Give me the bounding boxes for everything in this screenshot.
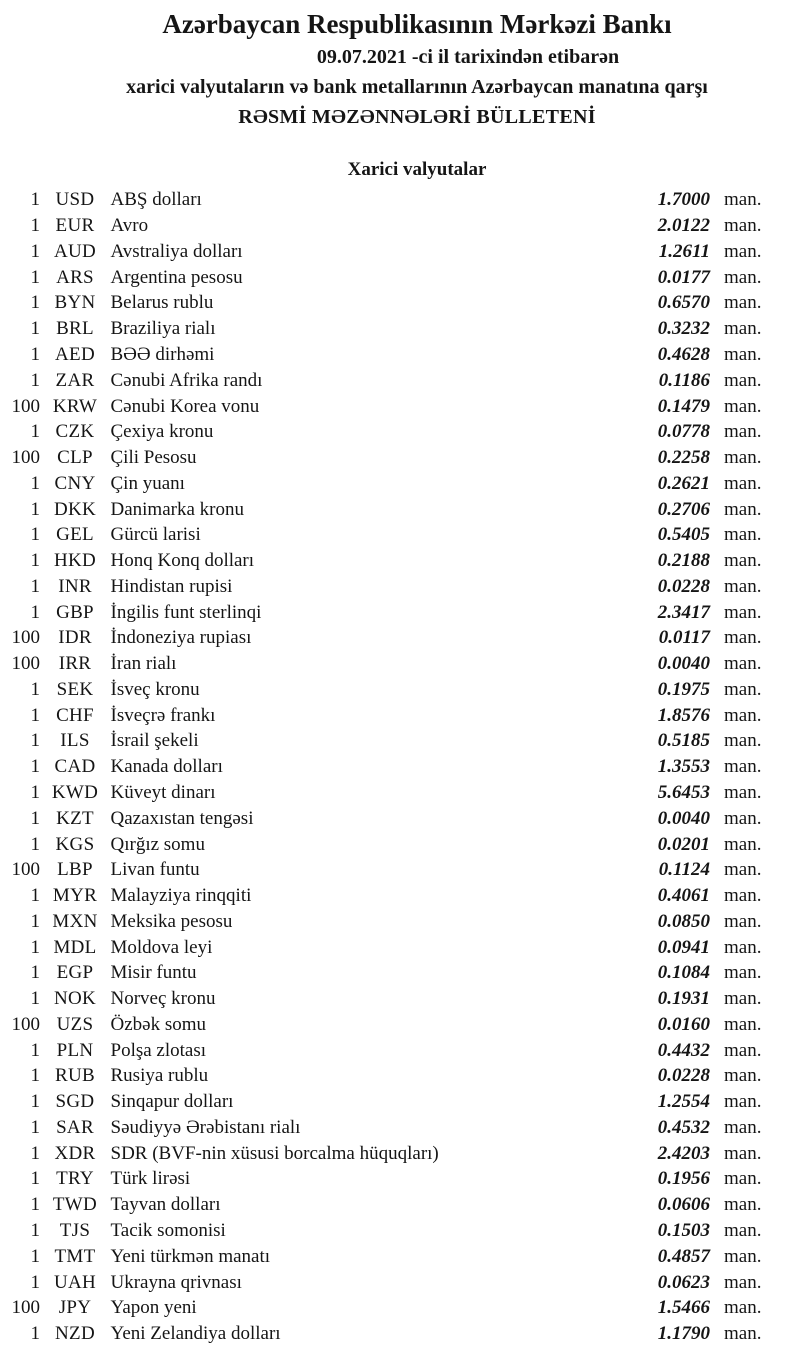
- row-quantity: 1: [30, 678, 40, 700]
- row-currency-code: PLN: [56, 1039, 94, 1061]
- table-row: [0, 1166, 800, 1192]
- row-currency-code: KWD: [51, 781, 99, 803]
- row-rate-value: 0.1124: [658, 859, 710, 881]
- row-currency-code: AED: [55, 343, 95, 365]
- table-row: [0, 857, 800, 883]
- row-unit-label: man.: [724, 1245, 762, 1267]
- effective-date-line: 09.07.2021 -ci il tarixindən etibarən: [316, 46, 620, 68]
- row-currency-name: Ukrayna qrivnası: [110, 1271, 242, 1293]
- row-rate-value: 0.0040: [657, 653, 710, 675]
- row-quantity: 100: [11, 653, 40, 675]
- row-unit-label: man.: [724, 962, 762, 984]
- row-currency-name: Yeni türkmən manatı: [110, 1245, 271, 1267]
- row-rate-value: 0.0117: [658, 627, 710, 649]
- row-rate-value: 0.4628: [657, 343, 710, 365]
- row-quantity: 1: [30, 1323, 40, 1345]
- row-unit-label: man.: [724, 627, 762, 649]
- row-currency-code: DKK: [53, 498, 97, 520]
- table-row: [0, 1115, 800, 1141]
- row-currency-code: BYN: [54, 292, 96, 314]
- row-currency-name: Avstraliya dolları: [110, 240, 243, 262]
- row-unit-label: man.: [724, 189, 762, 211]
- row-unit-label: man.: [724, 859, 762, 881]
- row-rate-value: 0.1084: [657, 962, 710, 984]
- row-currency-name: İndoneziya rupiası: [110, 627, 252, 649]
- row-unit-label: man.: [724, 240, 762, 262]
- row-currency-name: SDR (BVF-nin xüsusi borcalma hüquqları): [110, 1142, 439, 1164]
- table-row: [0, 1089, 800, 1115]
- row-rate-value: 0.1931: [657, 988, 710, 1010]
- row-quantity: 1: [30, 730, 40, 752]
- row-currency-name: Danimarka kronu: [110, 498, 244, 520]
- row-currency-code: SEK: [56, 678, 94, 700]
- row-rate-value: 0.1186: [658, 369, 710, 391]
- row-currency-code: ILS: [60, 730, 90, 752]
- row-currency-code: GEL: [56, 524, 94, 546]
- row-currency-code: CHF: [56, 704, 94, 726]
- row-rate-value: 0.1975: [657, 678, 710, 700]
- row-quantity: 1: [30, 1220, 40, 1241]
- row-rate-value: 0.4061: [657, 885, 710, 907]
- row-currency-code: UZS: [56, 1013, 94, 1035]
- table-row: [0, 805, 800, 831]
- row-currency-name: Türk lirəsi: [110, 1168, 191, 1190]
- row-unit-label: man.: [724, 1116, 762, 1138]
- row-currency-name: Meksika pesosu: [110, 910, 233, 932]
- row-unit-label: man.: [724, 318, 762, 340]
- row-unit-label: man.: [724, 936, 762, 958]
- row-unit-label: man.: [724, 730, 762, 752]
- table-row: [0, 367, 800, 393]
- table-row: [0, 1321, 800, 1347]
- row-unit-label: man.: [724, 421, 762, 443]
- row-currency-name: Tayvan dolları: [110, 1194, 221, 1216]
- row-unit-label: man.: [724, 1142, 762, 1164]
- subject-line: xarici valyutaların və bank metallarının Azərbaycan manatına qarşı: [126, 76, 708, 98]
- row-currency-code: TMT: [54, 1245, 96, 1267]
- row-unit-label: man.: [724, 369, 762, 391]
- row-currency-code: KGS: [55, 833, 95, 855]
- row-rate-value: 0.4432: [657, 1039, 710, 1061]
- row-unit-label: man.: [724, 472, 762, 494]
- row-currency-code: JPY: [58, 1297, 92, 1319]
- row-currency-code: CNY: [54, 472, 96, 494]
- row-quantity: 1: [30, 1116, 40, 1138]
- row-currency-name: Cənubi Afrika randı: [110, 369, 263, 391]
- row-currency-code: NZD: [55, 1323, 95, 1345]
- row-quantity: 1: [30, 550, 40, 572]
- row-unit-label: man.: [724, 575, 762, 597]
- row-unit-label: man.: [724, 1220, 762, 1241]
- row-currency-code: GBP: [56, 601, 94, 623]
- row-rate-value: 5.6453: [657, 781, 710, 803]
- row-quantity: 1: [30, 988, 40, 1010]
- table-row: [0, 1243, 800, 1269]
- table-row: [0, 393, 800, 419]
- table-row: [0, 445, 800, 471]
- row-currency-code: TJS: [59, 1220, 91, 1241]
- table-row: [0, 1218, 800, 1244]
- row-quantity: 1: [30, 1142, 40, 1164]
- table-row: [0, 522, 800, 548]
- row-quantity: 1: [30, 343, 40, 365]
- row-currency-code: SAR: [56, 1116, 94, 1138]
- row-currency-code: BRL: [56, 318, 94, 340]
- row-currency-name: Moldova leyi: [110, 936, 213, 958]
- table-row: [0, 187, 800, 213]
- row-currency-code: ZAR: [55, 369, 95, 391]
- row-currency-code: MXN: [52, 910, 98, 932]
- row-quantity: 1: [30, 498, 40, 520]
- row-quantity: 1: [30, 885, 40, 907]
- row-currency-name: Çili Pesosu: [110, 447, 197, 469]
- row-currency-code: SGD: [55, 1091, 95, 1113]
- row-currency-code: EUR: [55, 215, 95, 237]
- row-currency-name: Norveç kronu: [110, 988, 216, 1010]
- row-rate-value: 0.0778: [657, 421, 710, 443]
- row-currency-code: KRW: [52, 395, 98, 417]
- row-unit-label: man.: [724, 1297, 762, 1319]
- row-rate-value: 0.1956: [657, 1168, 710, 1190]
- row-unit-label: man.: [724, 885, 762, 907]
- row-rate-value: 0.2258: [657, 447, 710, 469]
- row-unit-label: man.: [724, 910, 762, 932]
- table-row: [0, 419, 800, 445]
- row-quantity: 1: [30, 910, 40, 932]
- row-currency-name: Kanada dolları: [110, 756, 223, 778]
- row-unit-label: man.: [724, 988, 762, 1010]
- row-unit-label: man.: [724, 756, 762, 778]
- row-currency-name: BƏƏ dirhəmi: [110, 343, 215, 365]
- row-rate-value: 1.1790: [657, 1323, 710, 1345]
- row-quantity: 1: [30, 189, 40, 211]
- row-currency-name: Rusiya rublu: [110, 1065, 209, 1087]
- table-row: [0, 883, 800, 909]
- table-row: [0, 1269, 800, 1295]
- row-unit-label: man.: [724, 781, 762, 803]
- row-quantity: 1: [30, 781, 40, 803]
- row-quantity: 1: [30, 369, 40, 391]
- row-rate-value: 0.0850: [657, 910, 710, 932]
- table-row: [0, 780, 800, 806]
- row-currency-name: Avro: [110, 215, 149, 237]
- row-currency-code: CZK: [55, 421, 95, 443]
- row-quantity: 1: [30, 1168, 40, 1190]
- row-currency-name: Yapon yeni: [110, 1297, 197, 1319]
- table-row: [0, 470, 800, 496]
- row-rate-value: 2.4203: [657, 1142, 710, 1164]
- row-quantity: 1: [30, 318, 40, 340]
- table-row: [0, 316, 800, 342]
- row-quantity: 100: [11, 859, 40, 881]
- row-currency-name: Polşa zlotası: [110, 1039, 207, 1061]
- row-currency-name: İsveç kronu: [110, 678, 200, 700]
- row-quantity: 1: [30, 421, 40, 443]
- row-rate-value: 0.2621: [657, 472, 710, 494]
- row-currency-code: RUB: [55, 1065, 95, 1087]
- table-row: [0, 264, 800, 290]
- row-currency-code: CLP: [57, 447, 93, 469]
- bulletin-title-line: RƏSMİ MƏZƏNNƏLƏRİ BÜLLETENİ: [238, 106, 596, 128]
- exchange-rates-table: [0, 187, 800, 1346]
- row-quantity: 1: [30, 215, 40, 237]
- table-row: [0, 986, 800, 1012]
- row-rate-value: 2.3417: [657, 601, 710, 623]
- row-rate-value: 0.5405: [657, 524, 710, 546]
- row-currency-name: Qırğız somu: [110, 833, 205, 855]
- row-rate-value: 0.0606: [657, 1194, 710, 1216]
- row-rate-value: 0.4532: [657, 1116, 710, 1138]
- table-row: [0, 651, 800, 677]
- row-currency-name: Hindistan rupisi: [110, 575, 233, 597]
- row-rate-value: 0.0941: [657, 936, 710, 958]
- row-unit-label: man.: [724, 833, 762, 855]
- row-currency-code: XDR: [54, 1142, 96, 1164]
- row-quantity: 1: [30, 601, 40, 623]
- row-unit-label: man.: [724, 292, 762, 314]
- row-currency-name: Livan funtu: [110, 859, 200, 881]
- table-row: [0, 625, 800, 651]
- row-rate-value: 0.0160: [657, 1013, 710, 1035]
- row-rate-value: 1.8576: [657, 704, 710, 726]
- row-quantity: 100: [11, 627, 40, 649]
- row-currency-name: Belarus rublu: [110, 292, 214, 314]
- row-rate-value: 2.0122: [657, 215, 710, 237]
- row-currency-code: TRY: [56, 1168, 94, 1190]
- row-currency-code: TWD: [52, 1194, 98, 1216]
- row-currency-name: Çin yuanı: [110, 472, 185, 494]
- row-rate-value: 0.0201: [657, 833, 710, 855]
- row-currency-name: Çexiya kronu: [110, 421, 214, 443]
- row-quantity: 1: [30, 1245, 40, 1267]
- row-currency-code: EGP: [56, 962, 94, 984]
- table-row: [0, 290, 800, 316]
- row-rate-value: 0.0623: [657, 1271, 710, 1293]
- row-quantity: 1: [30, 936, 40, 958]
- row-quantity: 1: [30, 1039, 40, 1061]
- row-rate-value: 0.5185: [657, 730, 710, 752]
- table-row: [0, 1192, 800, 1218]
- row-currency-name: Yeni Zelandiya dolları: [110, 1323, 281, 1345]
- row-rate-value: 0.0228: [657, 575, 710, 597]
- row-unit-label: man.: [724, 1168, 762, 1190]
- row-currency-code: HKD: [53, 550, 97, 572]
- table-row: [0, 934, 800, 960]
- row-unit-label: man.: [724, 266, 762, 288]
- row-quantity: 1: [30, 1271, 40, 1293]
- row-unit-label: man.: [724, 1039, 762, 1061]
- row-quantity: 1: [30, 704, 40, 726]
- row-currency-code: AUD: [53, 240, 97, 262]
- table-row: [0, 548, 800, 574]
- row-rate-value: 1.5466: [657, 1297, 710, 1319]
- table-row: [0, 702, 800, 728]
- row-quantity: 1: [30, 1194, 40, 1216]
- table-row: [0, 213, 800, 239]
- row-unit-label: man.: [724, 1065, 762, 1087]
- row-unit-label: man.: [724, 678, 762, 700]
- row-currency-code: CAD: [54, 756, 96, 778]
- row-unit-label: man.: [724, 524, 762, 546]
- row-rate-value: 0.2706: [657, 498, 710, 520]
- row-rate-value: 1.2611: [658, 240, 710, 262]
- row-rate-value: 1.7000: [657, 189, 710, 211]
- row-currency-name: İsveçrə frankı: [110, 704, 216, 726]
- row-unit-label: man.: [724, 807, 762, 829]
- row-unit-label: man.: [724, 215, 762, 237]
- row-currency-code: IRR: [58, 653, 92, 675]
- row-currency-code: UAH: [53, 1271, 97, 1293]
- row-currency-code: IDR: [58, 627, 92, 649]
- row-unit-label: man.: [724, 1271, 762, 1293]
- row-currency-code: MYR: [52, 885, 98, 907]
- row-unit-label: man.: [724, 1091, 762, 1113]
- row-currency-code: LBP: [57, 859, 93, 881]
- row-unit-label: man.: [724, 498, 762, 520]
- page-title: Azərbaycan Respublikasının Mərkəzi Bankı: [162, 9, 672, 39]
- table-row: [0, 1012, 800, 1038]
- table-row: [0, 342, 800, 368]
- table-row: [0, 908, 800, 934]
- row-rate-value: 0.1479: [657, 395, 710, 417]
- row-currency-code: MDL: [53, 936, 97, 958]
- table-row: [0, 831, 800, 857]
- row-unit-label: man.: [724, 1194, 762, 1216]
- row-unit-label: man.: [724, 447, 762, 469]
- row-quantity: 1: [30, 833, 40, 855]
- row-rate-value: 0.0040: [657, 807, 710, 829]
- row-rate-value: 0.4857: [657, 1245, 710, 1267]
- row-currency-name: İsrail şekeli: [110, 730, 199, 752]
- table-row: [0, 960, 800, 986]
- row-rate-value: 1.3553: [657, 756, 710, 778]
- table-row: [0, 1295, 800, 1321]
- row-currency-code: ARS: [56, 266, 94, 288]
- row-rate-value: 1.2554: [657, 1091, 710, 1113]
- row-rate-value: 0.6570: [657, 292, 710, 314]
- section-title-foreign-currencies: Xarici valyutalar: [347, 159, 487, 180]
- row-quantity: 1: [30, 756, 40, 778]
- table-row: [0, 754, 800, 780]
- row-currency-name: İngilis funt sterlinqi: [110, 601, 262, 623]
- row-quantity: 1: [30, 575, 40, 597]
- row-currency-name: Braziliya rialı: [110, 318, 216, 340]
- row-currency-name: Cənubi Korea vonu: [110, 395, 260, 417]
- row-unit-label: man.: [724, 704, 762, 726]
- row-currency-code: KZT: [56, 807, 94, 829]
- row-rate-value: 0.1503: [657, 1220, 710, 1241]
- row-currency-code: NOK: [53, 988, 97, 1010]
- row-rate-value: 0.0228: [657, 1065, 710, 1087]
- row-currency-name: Argentina pesosu: [110, 266, 243, 288]
- row-currency-name: Küveyt dinarı: [110, 781, 216, 803]
- row-currency-name: Honq Konq dolları: [110, 550, 255, 572]
- table-row: [0, 496, 800, 522]
- row-unit-label: man.: [724, 395, 762, 417]
- table-row: [0, 1140, 800, 1166]
- row-unit-label: man.: [724, 343, 762, 365]
- row-currency-name: Özbək somu: [110, 1013, 207, 1035]
- row-currency-name: Səudiyyə Ərəbistanı rialı: [110, 1116, 301, 1138]
- row-quantity: 1: [30, 266, 40, 288]
- row-unit-label: man.: [724, 601, 762, 623]
- row-rate-value: 0.3232: [657, 318, 710, 340]
- row-currency-name: Sinqapur dolları: [110, 1091, 234, 1113]
- row-quantity: 1: [30, 472, 40, 494]
- row-quantity: 1: [30, 807, 40, 829]
- table-row: [0, 677, 800, 703]
- row-currency-name: İran rialı: [110, 653, 177, 675]
- row-quantity: 100: [11, 1297, 40, 1319]
- row-currency-name: Qazaxıstan tengəsi: [110, 807, 254, 829]
- row-currency-name: Tacik somonisi: [110, 1220, 226, 1241]
- row-currency-name: Misir funtu: [110, 962, 197, 984]
- row-currency-code: USD: [55, 189, 95, 211]
- row-quantity: 1: [30, 524, 40, 546]
- row-currency-name: ABŞ dolları: [110, 189, 202, 211]
- table-row: [0, 728, 800, 754]
- row-rate-value: 0.0177: [657, 266, 710, 288]
- table-row: [0, 1037, 800, 1063]
- table-row: [0, 1063, 800, 1089]
- row-quantity: 1: [30, 240, 40, 262]
- row-quantity: 1: [30, 292, 40, 314]
- row-currency-name: Gürcü larisi: [110, 524, 201, 546]
- row-quantity: 1: [30, 1091, 40, 1113]
- table-row: [0, 239, 800, 265]
- row-quantity: 100: [11, 395, 40, 417]
- row-currency-code: INR: [58, 575, 92, 597]
- row-unit-label: man.: [724, 1323, 762, 1345]
- row-quantity: 1: [30, 962, 40, 984]
- table-row: [0, 599, 800, 625]
- row-rate-value: 0.2188: [657, 550, 710, 572]
- row-quantity: 100: [11, 1013, 40, 1035]
- table-row: [0, 573, 800, 599]
- row-currency-name: Malayziya rinqqiti: [110, 885, 252, 907]
- row-unit-label: man.: [724, 550, 762, 572]
- row-quantity: 100: [11, 447, 40, 469]
- row-quantity: 1: [30, 1065, 40, 1087]
- row-unit-label: man.: [724, 653, 762, 675]
- row-unit-label: man.: [724, 1013, 762, 1035]
